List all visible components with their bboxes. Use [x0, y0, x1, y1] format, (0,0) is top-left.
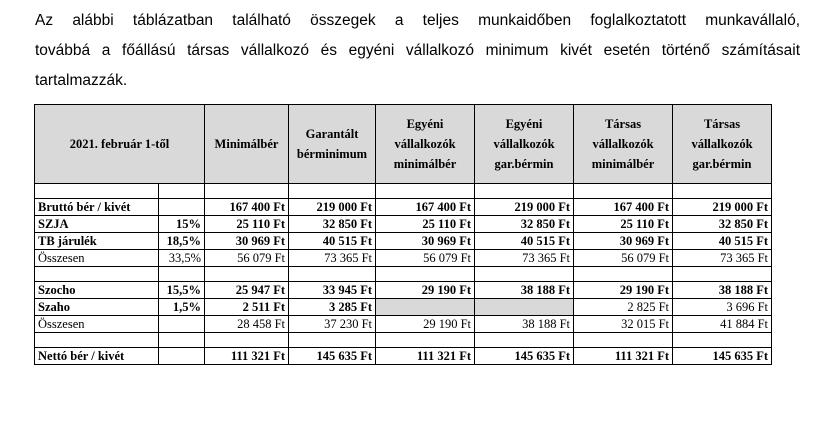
row-label: Bruttó bér / kivét — [35, 199, 159, 216]
cell: 167 400 Ft — [574, 199, 673, 216]
cell: 111 321 Ft — [205, 348, 289, 365]
cell: 28 458 Ft — [205, 316, 289, 333]
intro-line-1: Az alábbi táblázatban található összegek a teljes munkaidőben foglalkoztatott munkavállaló, — [35, 12, 800, 29]
col-header: Társas vállalkozók minimálbér — [574, 105, 673, 184]
col-header: Garantált bérminimum — [289, 105, 376, 184]
table-row — [35, 316, 772, 333]
row-pct — [159, 316, 205, 333]
cell: 111 321 Ft — [574, 348, 673, 365]
col-header: Társas vállalkozók gar.bérmin — [673, 105, 772, 184]
cell: 38 188 Ft — [673, 282, 772, 299]
cell: 32 015 Ft — [574, 316, 673, 333]
cell: 29 190 Ft — [376, 316, 475, 333]
cell: 219 000 Ft — [289, 199, 376, 216]
spacer-row — [35, 267, 772, 282]
spacer-row — [35, 184, 772, 199]
cell: 41 884 Ft — [673, 316, 772, 333]
row-pct: 18,5% — [159, 233, 205, 250]
cell: 73 365 Ft — [475, 250, 574, 267]
cell: 29 190 Ft — [574, 282, 673, 299]
cell: 145 635 Ft — [289, 348, 376, 365]
row-pct: 15,5% — [159, 282, 205, 299]
row-label: Szaho — [35, 299, 159, 316]
cell: 38 188 Ft — [475, 282, 574, 299]
table-row — [35, 348, 772, 365]
cell: 32 850 Ft — [475, 216, 574, 233]
cell: 219 000 Ft — [475, 199, 574, 216]
cell: 40 515 Ft — [475, 233, 574, 250]
cell: 25 947 Ft — [205, 282, 289, 299]
cell: 38 188 Ft — [475, 316, 574, 333]
row-label: SZJA — [35, 216, 159, 233]
cell: 219 000 Ft — [673, 199, 772, 216]
row-pct: 33,5% — [159, 250, 205, 267]
intro-paragraph — [35, 6, 800, 96]
table-header-row — [35, 105, 772, 184]
salary-table — [34, 104, 772, 365]
row-pct: 1,5% — [159, 299, 205, 316]
cell: 32 850 Ft — [673, 216, 772, 233]
cell: 30 969 Ft — [376, 233, 475, 250]
cell: 56 079 Ft — [205, 250, 289, 267]
cell: 111 321 Ft — [376, 348, 475, 365]
corner-header: 2021. február 1-től — [35, 105, 205, 184]
col-header: Egyéni vállalkozók minimálbér — [376, 105, 475, 184]
cell: 3 285 Ft — [289, 299, 376, 316]
cell: 167 400 Ft — [376, 199, 475, 216]
row-label: Nettó bér / kivét — [35, 348, 159, 365]
table-row — [35, 299, 772, 316]
cell: 145 635 Ft — [475, 348, 574, 365]
cell: 33 945 Ft — [289, 282, 376, 299]
cell: 145 635 Ft — [673, 348, 772, 365]
col-header: Egyéni vállalkozók gar.bérmin — [475, 105, 574, 184]
cell: 2 511 Ft — [205, 299, 289, 316]
cell: 25 110 Ft — [376, 216, 475, 233]
cell: 73 365 Ft — [673, 250, 772, 267]
table-row — [35, 233, 772, 250]
cell: 3 696 Ft — [673, 299, 772, 316]
intro-line-2: továbbá a főállású társas vállalkozó és egyéni vállalkozó minimum kivét esetén történő számításait — [35, 42, 800, 59]
row-label: Szocho — [35, 282, 159, 299]
cell: 25 110 Ft — [205, 216, 289, 233]
intro-line-3: tartalmazzák. — [35, 72, 128, 89]
cell-empty — [376, 299, 475, 316]
row-label: Összesen — [35, 250, 159, 267]
spacer-row — [35, 333, 772, 348]
cell: 73 365 Ft — [289, 250, 376, 267]
cell: 40 515 Ft — [673, 233, 772, 250]
table-row — [35, 216, 772, 233]
cell: 32 850 Ft — [289, 216, 376, 233]
col-header: Minimálbér — [205, 105, 289, 184]
cell: 56 079 Ft — [574, 250, 673, 267]
row-label: Összesen — [35, 316, 159, 333]
cell: 167 400 Ft — [205, 199, 289, 216]
cell: 30 969 Ft — [574, 233, 673, 250]
row-pct — [159, 199, 205, 216]
table-row — [35, 282, 772, 299]
cell: 40 515 Ft — [289, 233, 376, 250]
row-pct — [159, 348, 205, 365]
table-row — [35, 199, 772, 216]
table-row — [35, 250, 772, 267]
cell: 37 230 Ft — [289, 316, 376, 333]
cell-empty — [475, 299, 574, 316]
cell: 25 110 Ft — [574, 216, 673, 233]
cell: 2 825 Ft — [574, 299, 673, 316]
row-pct: 15% — [159, 216, 205, 233]
cell: 56 079 Ft — [376, 250, 475, 267]
cell: 30 969 Ft — [205, 233, 289, 250]
row-label: TB járulék — [35, 233, 159, 250]
cell: 29 190 Ft — [376, 282, 475, 299]
